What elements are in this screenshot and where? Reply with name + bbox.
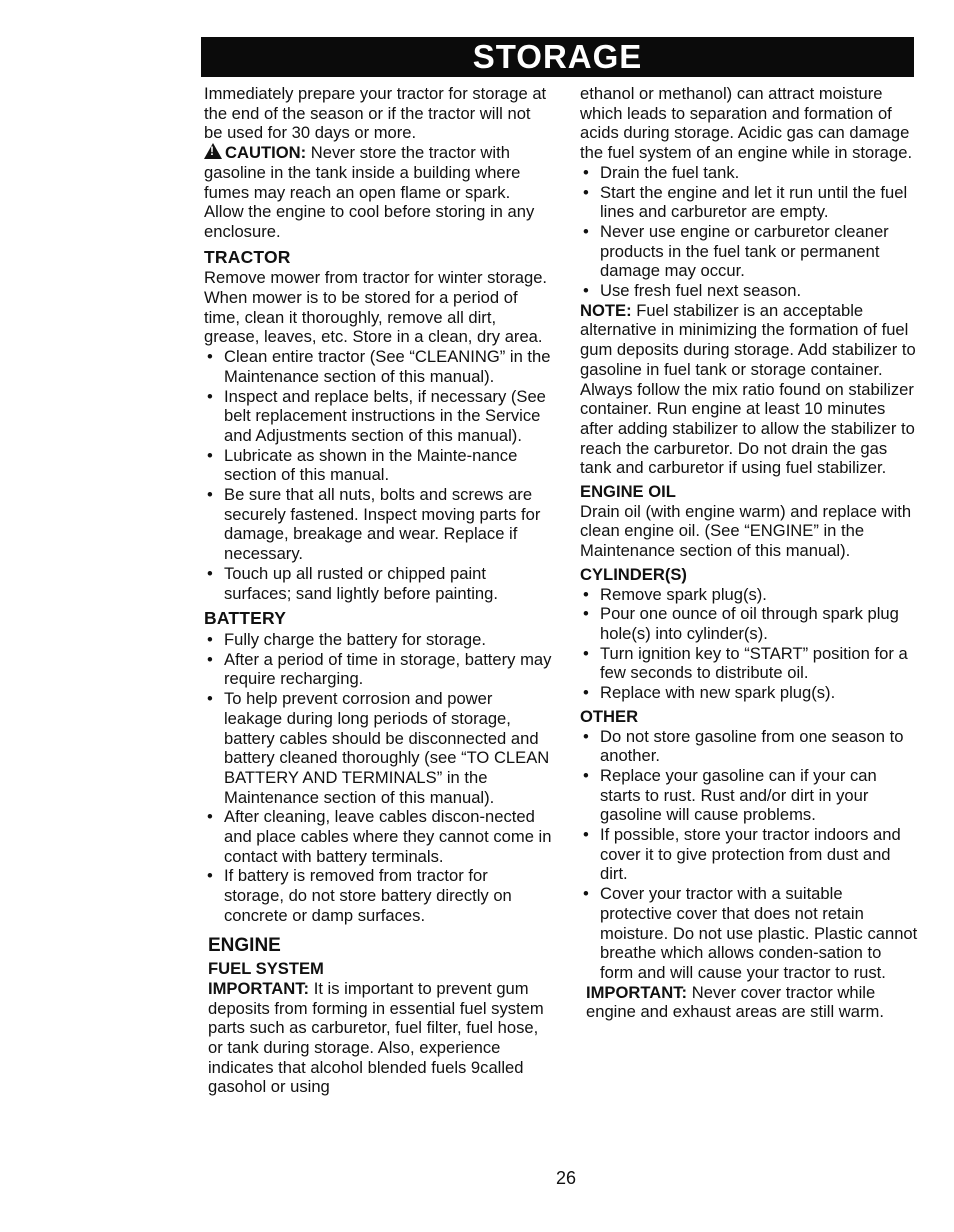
list-item: • Inspect and replace belts, if necessary (See belt replacement instructions in the Service and Adjustments section of this manual).: [204, 387, 552, 446]
tractor-paragraph: Remove mower from tractor for winter storage. When mower is to be stored for a period of time, clean it thoroughly, remove all dirt, grease, leaves, etc. Store in a clean, dry area.: [204, 268, 548, 347]
tractor-heading: TRACTOR: [204, 246, 291, 267]
left-column: [204, 84, 552, 1097]
list-item: • Fully charge the battery for storage.: [204, 630, 552, 650]
note-label: NOTE:: [580, 300, 632, 320]
list-item: • Clean entire tractor (See “CLEANING” in the Maintenance section of this manual).: [204, 347, 552, 386]
list-item: • Turn ignition key to “START” position for a few seconds to distribute oil.: [580, 644, 918, 683]
battery-list: [204, 630, 552, 926]
fuel-list: [580, 163, 918, 301]
page-title: STORAGE: [201, 37, 914, 77]
important-label: IMPORTANT:: [208, 978, 310, 998]
tractor-list: [204, 347, 552, 603]
right-column: [580, 84, 918, 1022]
intro-paragraph: Immediately prepare your tractor for storage at the end of the season or if the tractor will not be used for 30 days or more.: [204, 84, 547, 143]
list-item: • Lubricate as shown in the Mainte-nance section of this manual.: [204, 446, 552, 485]
fuel-system-heading: FUEL SYSTEM: [208, 959, 324, 979]
battery-heading: BATTERY: [204, 608, 287, 629]
note-text: Fuel stabilizer is an acceptable alternative in minimizing the formation of fuel gum deposits during storage. Add stabilizer to gasoline in fuel tank or storage container. Always follow the mix ratio found on stabilizer container. Run engine at least 10 minutes after adding stabilizer to allow the stabilizer to reach the carburetor. Do not drain the gas tank and carburetor if using fuel stabilizer.: [580, 300, 916, 478]
page-number: 26: [556, 1168, 577, 1188]
fuel-important-paragraph: [204, 979, 552, 1097]
list-item: • If possible, store your tractor indoors and cover it to give protection from dust and dirt.: [580, 825, 918, 884]
list-item: • Replace your gasoline can if your can starts to rust. Rust and/or dirt in your gasoline will cause problems.: [580, 766, 918, 825]
important-text: Never cover tractor while engine and exhaust areas are still warm.: [586, 982, 884, 1022]
list-item: • Do not store gasoline from one season to another.: [580, 727, 918, 766]
warning-triangle-icon: [204, 143, 222, 159]
list-item: • Use fresh fuel next season.: [580, 281, 918, 301]
list-item: • Pour one ounce of oil through spark plug hole(s) into cylinder(s).: [580, 604, 918, 643]
caution-text: Never store the tractor with gasoline in the tank inside a building where fumes may reach an open flame or spark. Allow the engine to cool before storing in any enclosure.: [204, 143, 535, 241]
caution-paragraph: [204, 143, 552, 242]
important-text: It is important to prevent gum deposits from forming in essential fuel system parts such as carburetor, fuel filter, fuel hose, or tank during storage. Also, experience indicates that alcohol blended fuels 9called gasohol or using: [208, 978, 544, 1097]
other-important-paragraph: [586, 983, 918, 1022]
list-item: • Start the engine and let it run until the fuel lines and carburetor are empty.: [580, 183, 918, 222]
other-list: [580, 727, 918, 983]
list-item: • Never use engine or carburetor cleaner products in the fuel tank or permanent damage may occur.: [580, 222, 918, 281]
cylinders-list: [580, 585, 918, 703]
list-item: • To help prevent corrosion and power leakage during long periods of storage, battery cables should be disconnected and battery cleaned thoroughly (see “TO CLEAN BATTERY AND TERMINALS” in the Maintenance section of this manual).: [204, 689, 552, 807]
important-label: IMPORTANT:: [586, 982, 688, 1002]
caution-label: CAUTION:: [225, 143, 307, 163]
list-item: • Replace with new spark plug(s).: [580, 683, 918, 703]
other-heading: OTHER: [580, 706, 639, 726]
cylinders-heading: CYLINDER(S): [580, 564, 687, 584]
fuel-continued-paragraph: ethanol or methanol) can attract moisture which leads to separation and formation of acids during storage. Acidic gas can damage the fuel system of an engine while in storage.: [580, 84, 913, 163]
engine-heading: ENGINE: [208, 934, 281, 956]
list-item: • If battery is removed from tractor for storage, do not store battery directly on concrete or damp surfaces.: [204, 866, 552, 925]
list-item: • Remove spark plug(s).: [580, 585, 918, 605]
list-item: • Drain the fuel tank.: [580, 163, 918, 183]
list-item: • After cleaning, leave cables discon-nected and place cables where they cannot come in contact with battery terminals.: [204, 807, 552, 866]
engine-oil-heading: ENGINE OIL: [580, 482, 676, 502]
note-paragraph: [580, 301, 918, 478]
list-item: • Be sure that all nuts, bolts and screws are securely fastened. Inspect moving parts for damage, breakage and wear. Replace if necessary.: [204, 485, 552, 564]
list-item: • After a period of time in storage, battery may require recharging.: [204, 650, 552, 689]
list-item: • Touch up all rusted or chipped paint surfaces; sand lightly before painting.: [204, 564, 552, 603]
list-item: • Cover your tractor with a suitable protective cover that does not retain moisture. Do not use plastic. Plastic cannot breathe which allows conden-sation to form and will cause your tractor to rust.: [580, 884, 918, 983]
engine-oil-paragraph: Drain oil (with engine warm) and replace with clean engine oil. (See “ENGINE” in the Maintenance section of this manual).: [580, 501, 912, 561]
